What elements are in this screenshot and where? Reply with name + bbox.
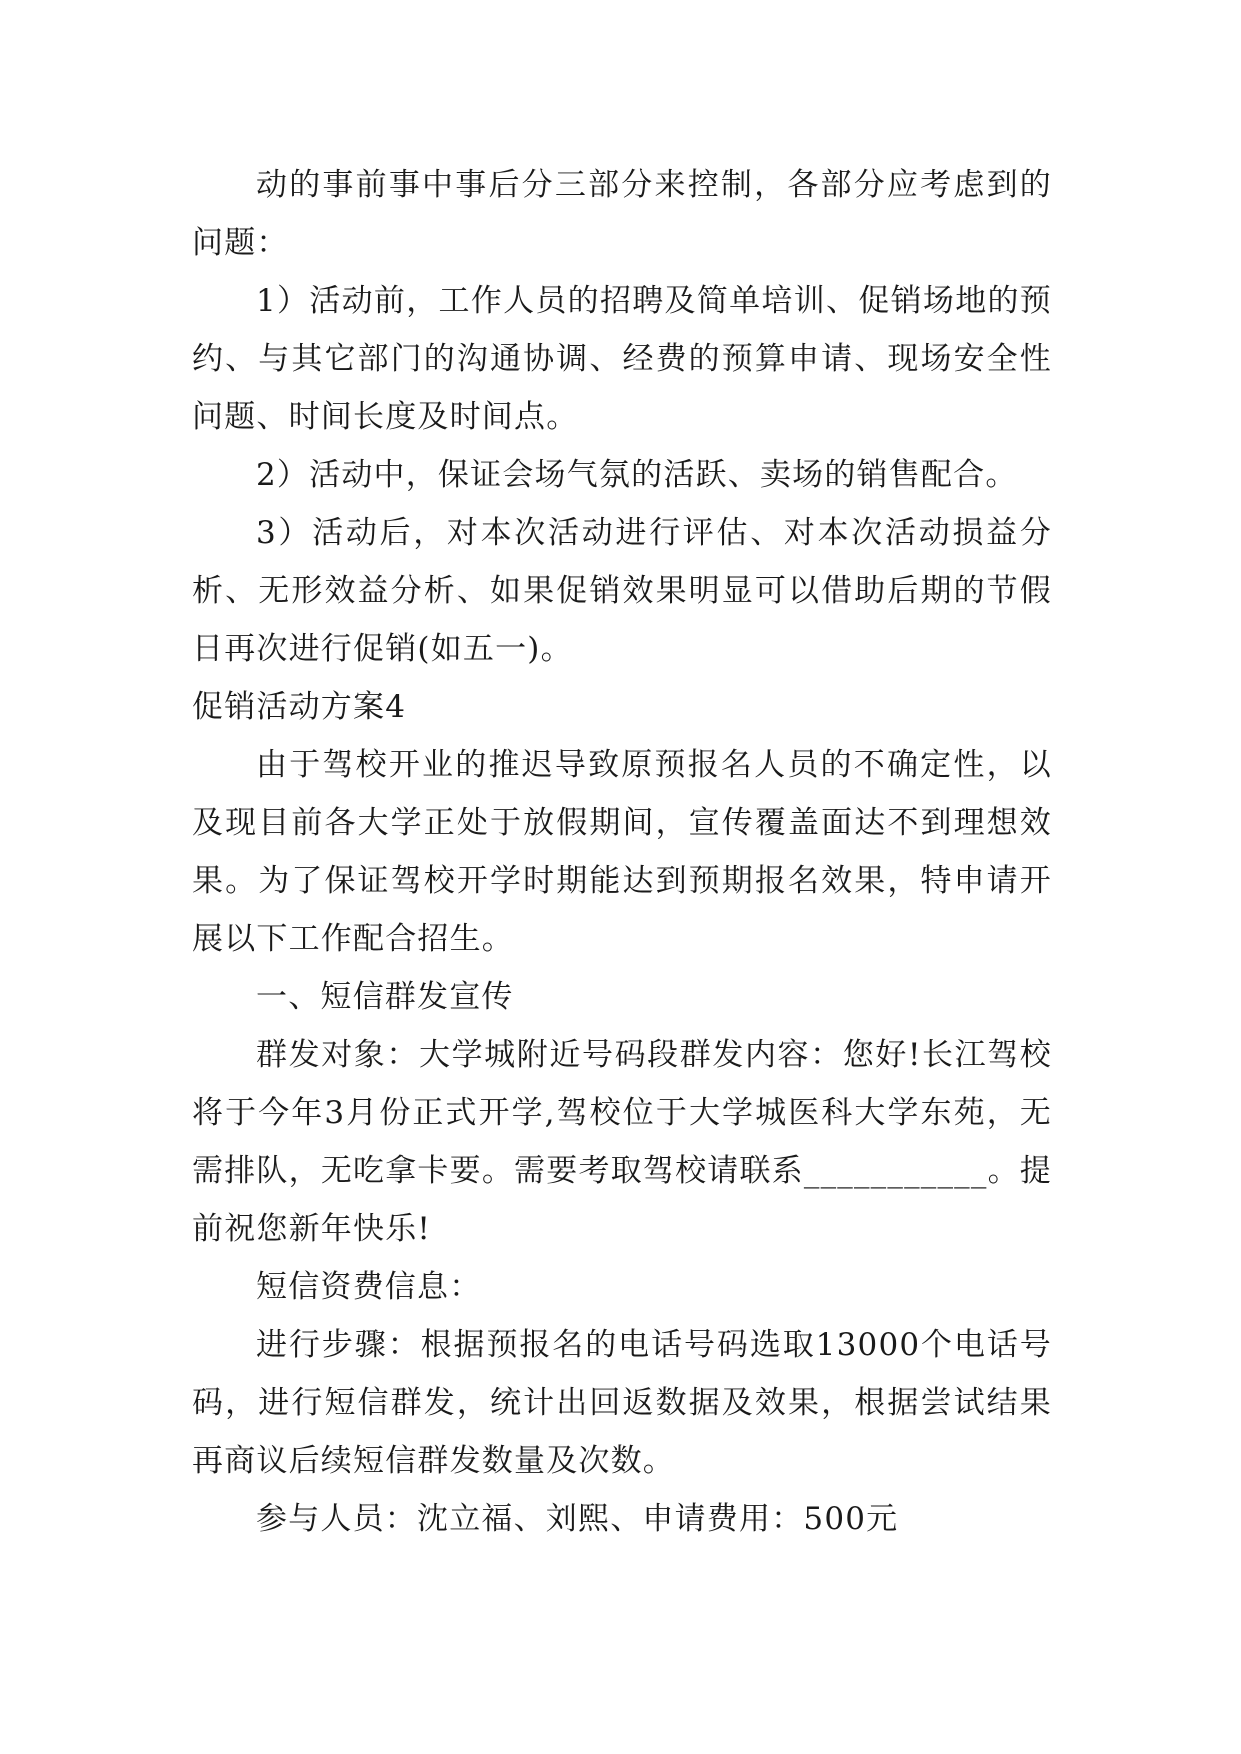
paragraph-steps: 进行步骤：根据预报名的电话号码选取13000个电话号码，进行短信群发，统计出回返数据及效果，根据尝试结果再商议后续短信群发数量及次数。 [192, 1327, 1052, 1479]
subheading-sms: 一、短信群发宣传 [256, 979, 514, 1015]
paragraph-background: 由于驾校开业的推迟导致原预报名人员的不确定性，以及现目前各大学正处于放假期间，宣传覆盖面达不到理想效果。为了保证驾校开学时期能达到预期报名效果，特申请开展以下工作配合招生。 [192, 747, 1052, 957]
paragraph-after-activity: 3）活动后，对本次活动进行评估、对本次活动损益分析、无形效益分析、如果促销效果明显可以借助后期的节假日再次进行促销(如五一)。 [192, 515, 1052, 667]
paragraph-sms-fee: 短信资费信息： [256, 1269, 482, 1305]
paragraph-before-activity: 1）活动前，工作人员的招聘及简单培训、促销场地的预约、与其它部门的沟通协调、经费的预算申请、现场安全性问题、时间长度及时间点。 [192, 283, 1052, 435]
paragraph-participants: 参与人员：沈立福、刘熙、申请费用：500元 [256, 1501, 899, 1537]
paragraph-during-activity: 2）活动中，保证会场气氛的活跃、卖场的销售配合。 [256, 457, 1018, 493]
document-body [192, 156, 1052, 1548]
paragraph-sms-content: 群发对象：大学城附近号码段群发内容：您好!长江驾校将于今年3月份正式开学,驾校位于大学城医科大学东苑，无需排队，无吃拿卡要。需要考取驾校请联系___________。提前祝您新年快乐! [192, 1037, 1052, 1247]
paragraph-control-phases: 动的事前事中事后分三部分来控制，各部分应考虑到的问题： [192, 167, 1052, 261]
section-heading: 促销活动方案4 [192, 689, 407, 725]
